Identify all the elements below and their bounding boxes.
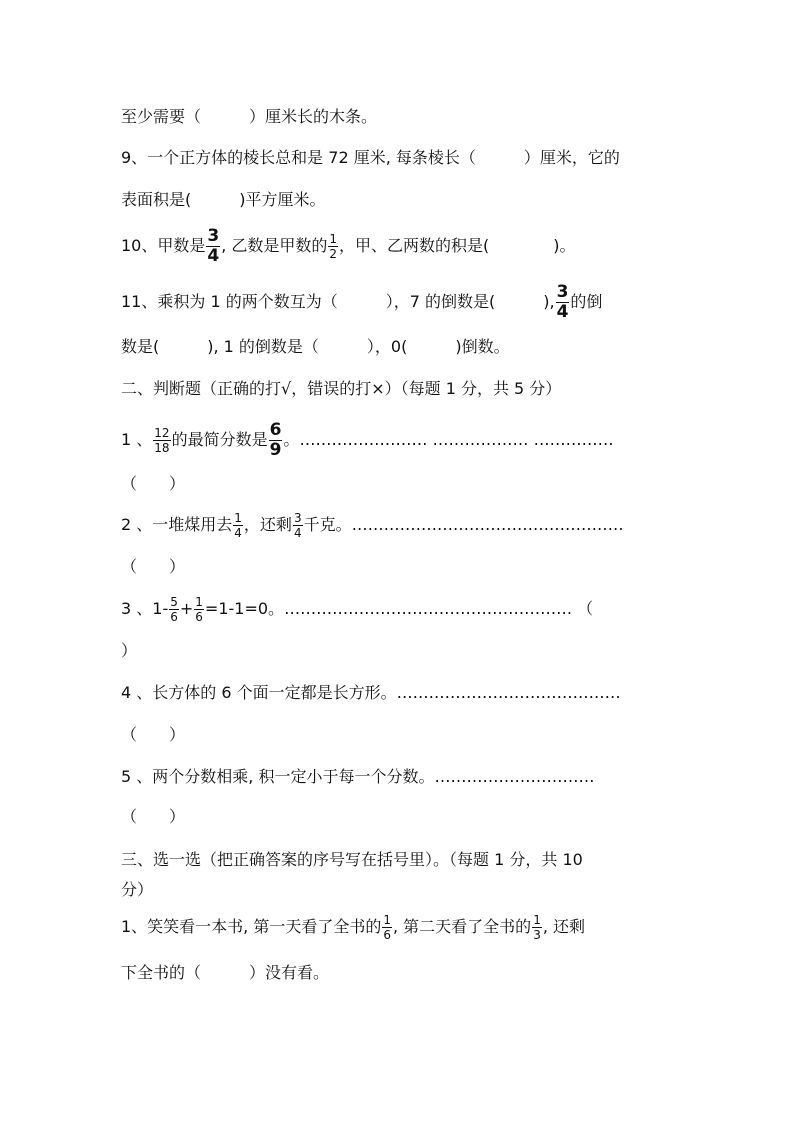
- question-11: 11、乘积为 1 的两个数互为（ ），7 的倒数是( ), $\frac{3}{4}$ 的倒: [121, 282, 603, 322]
- judge-4: 4 、长方体的 6 个面一定都是长方形。……………………………………: [121, 683, 621, 702]
- fraction-1-4: $\frac{1}{4}$: [234, 511, 242, 540]
- judge-3: 3 、1- $\frac{5}{6}$ + $\frac{1}{6}$ =1-1=0。……………………………………………… （: [121, 595, 594, 624]
- judge-3-paren: ）: [121, 641, 138, 660]
- judge-5-paren: （ ）: [121, 807, 186, 826]
- fraction-3-4-c: $\frac{3}{4}$: [293, 511, 302, 540]
- choice-1-cont: 下全书的（ ）没有看。: [121, 963, 330, 982]
- judge-2: 2 、一堆煤用去 $\frac{1}{4}$ ，还剩 $\frac{3}{4}$ 千克。……………………………………………: [121, 511, 624, 540]
- choice-1: 1、笑笑看一本书, 第一天看了全书的 $\frac{1}{6}$ , 第二天看了全书的 $\frac{1}{3}$ , 还剩: [121, 913, 586, 942]
- fraction-5-6: $\frac{5}{6}$: [170, 595, 178, 624]
- question-9-cont: 表面积是( )平方厘米。: [121, 190, 326, 209]
- fraction-1-6-b: $\frac{1}{6}$: [383, 913, 391, 942]
- judge-2-paren: （ ）: [121, 557, 186, 576]
- section-2-title: 二、判断题（正确的打√，错误的打×）（每题 1 分，共 5 分）: [121, 379, 562, 398]
- fraction-1-3: $\frac{1}{3}$: [533, 913, 541, 942]
- question-11-cont: 数是( ), 1 的倒数是（ ），0( )倒数。: [121, 337, 510, 356]
- judge-1: 1 、 $\frac{12}{18}$ 的最简分数是 $\frac{6}{9}$ 。…………………… ……………… ……………: [121, 420, 614, 460]
- fraction-6-9: $\frac{6}{9}$: [269, 420, 282, 460]
- question-9: 9、一个正方体的棱长总和是 72 厘米, 每条棱长（ ）厘米，它的: [121, 148, 620, 167]
- question-10: 10、甲数是 $\frac{3}{4}$ , 乙数是甲数的 $\frac{1}{2}$ ，甲、乙两数的积是( )。: [121, 226, 576, 266]
- judge-4-paren: （ ）: [121, 725, 186, 744]
- section-3-title-cont: 分）: [121, 880, 154, 899]
- fraction-3-4-b: $\frac{3}{4}$: [556, 282, 569, 322]
- judge-1-paren: （ ）: [121, 474, 186, 493]
- fraction-12-18: $\frac{12}{18}$: [154, 426, 170, 455]
- fraction-3-4: $\frac{3}{4}$: [207, 226, 220, 266]
- section-3-title: 三、选一选（把正确答案的序号写在括号里）。（每题 1 分，共 10: [121, 850, 583, 869]
- fraction-1-6: $\frac{1}{6}$: [195, 595, 203, 624]
- line-wood-strip: 至少需要（ ）厘米长的木条。: [121, 107, 378, 126]
- judge-5: 5 、两个分数相乘, 积一定小于每一个分数。…………………………: [121, 767, 595, 786]
- fraction-1-2: $\frac{1}{2}$: [329, 232, 338, 261]
